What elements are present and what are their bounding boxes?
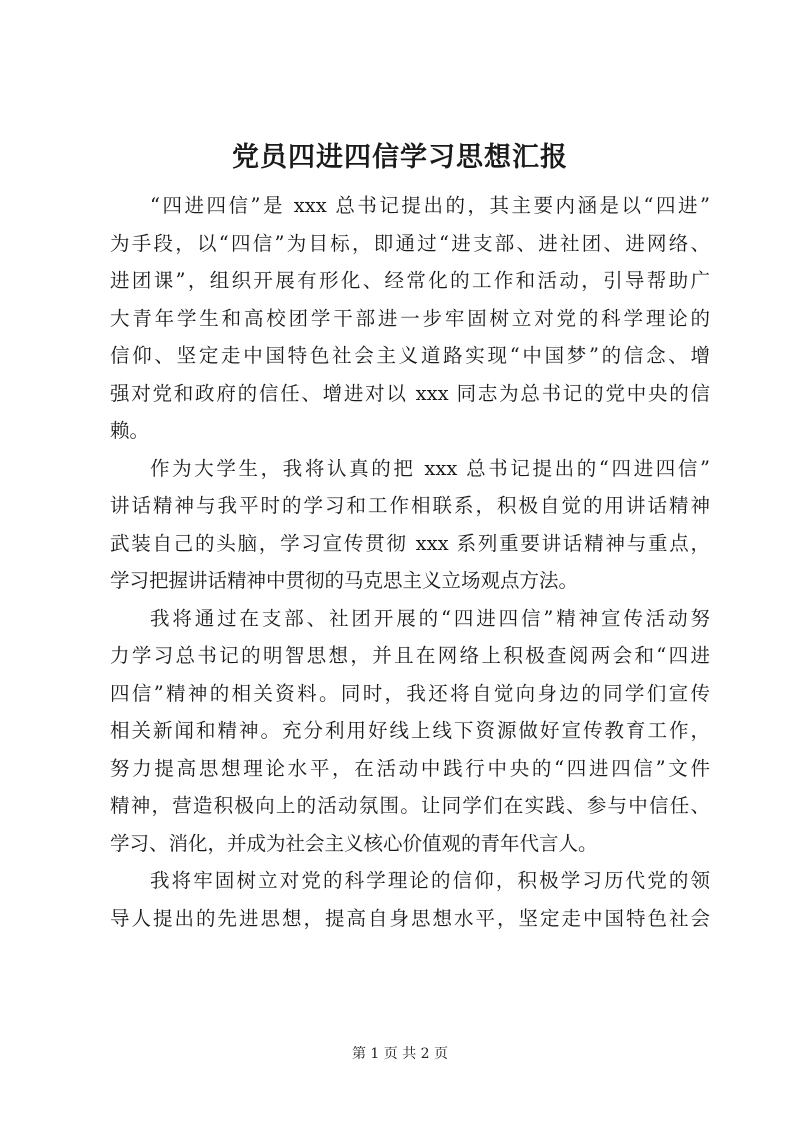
document-title: 党员四进四信学习思想汇报 bbox=[232, 142, 568, 173]
paragraph-line: 大青年学生和高校团学干部进一步牢固树立对党的科学理论的 bbox=[110, 306, 710, 330]
paragraph-line: 信仰、坚定走中国特色社会主义道路实现“中国梦”的信念、增 bbox=[110, 344, 710, 367]
paragraph-line: 赖。 bbox=[110, 419, 150, 442]
document-body bbox=[110, 187, 710, 937]
paragraph-4 bbox=[110, 862, 710, 937]
paragraph-line: 相关新闻和精神。充分利用好线上线下资源做好宣传教育工作， bbox=[110, 719, 710, 742]
page-number-footer: 第 1 页 共 2 页 bbox=[351, 1046, 449, 1062]
paragraph-line: 武装自己的头脑，学习宣传贯彻 xxx 系列重要讲话精神与重点， bbox=[110, 531, 710, 555]
paragraph-line: 精神，营造积极向上的活动氛围。让同学们在实践、参与中信任、 bbox=[110, 794, 710, 817]
paragraph-line: 强对党和政府的信任、增进对以 xxx 同志为总书记的党中央的信 bbox=[110, 381, 710, 405]
paragraph-line: 我将通过在支部、社团开展的“四进四信”精神宣传活动努 bbox=[150, 606, 710, 630]
paragraph-line: 努力提高思想理论水平，在活动中践行中央的“四进四信”文件 bbox=[110, 756, 710, 780]
paragraph-1 bbox=[110, 187, 710, 450]
paragraph-line: 力学习总书记的明智思想，并且在网络上积极查阅两会和“四进 bbox=[110, 644, 710, 667]
paragraph-2 bbox=[110, 450, 710, 600]
paragraph-line: 四信”精神的相关资料。同时，我还将自觉向身边的同学们宣传 bbox=[110, 681, 710, 705]
paragraph-line: “四进四信”是 xxx 总书记提出的，其主要内涵是以“四进” bbox=[150, 194, 710, 217]
paragraph-line: 为手段，以“四信”为目标，即通过“进支部、进社团、进网络、 bbox=[110, 231, 710, 255]
paragraph-line: 我将牢固树立对党的科学理论的信仰，积极学习历代党的领 bbox=[150, 869, 710, 892]
paragraph-line: 作为大学生，我将认真的把 xxx 总书记提出的“四进四信” bbox=[150, 456, 710, 480]
paragraph-3 bbox=[110, 600, 710, 863]
paragraph-line: 学习、消化，并成为社会主义核心价值观的青年代言人。 bbox=[110, 831, 598, 855]
paragraph-line: 进团课”，组织开展有形化、经常化的工作和活动，引导帮助广 bbox=[110, 269, 710, 292]
paragraph-line: 学习把握讲话精神中贯彻的马克思主义立场观点方法。 bbox=[110, 569, 579, 592]
paragraph-line: 讲话精神与我平时的学习和工作相联系，积极自觉的用讲话精神 bbox=[110, 494, 710, 517]
paragraph-line: 导人提出的先进思想，提高自身思想水平，坚定走中国特色社会 bbox=[110, 906, 710, 930]
